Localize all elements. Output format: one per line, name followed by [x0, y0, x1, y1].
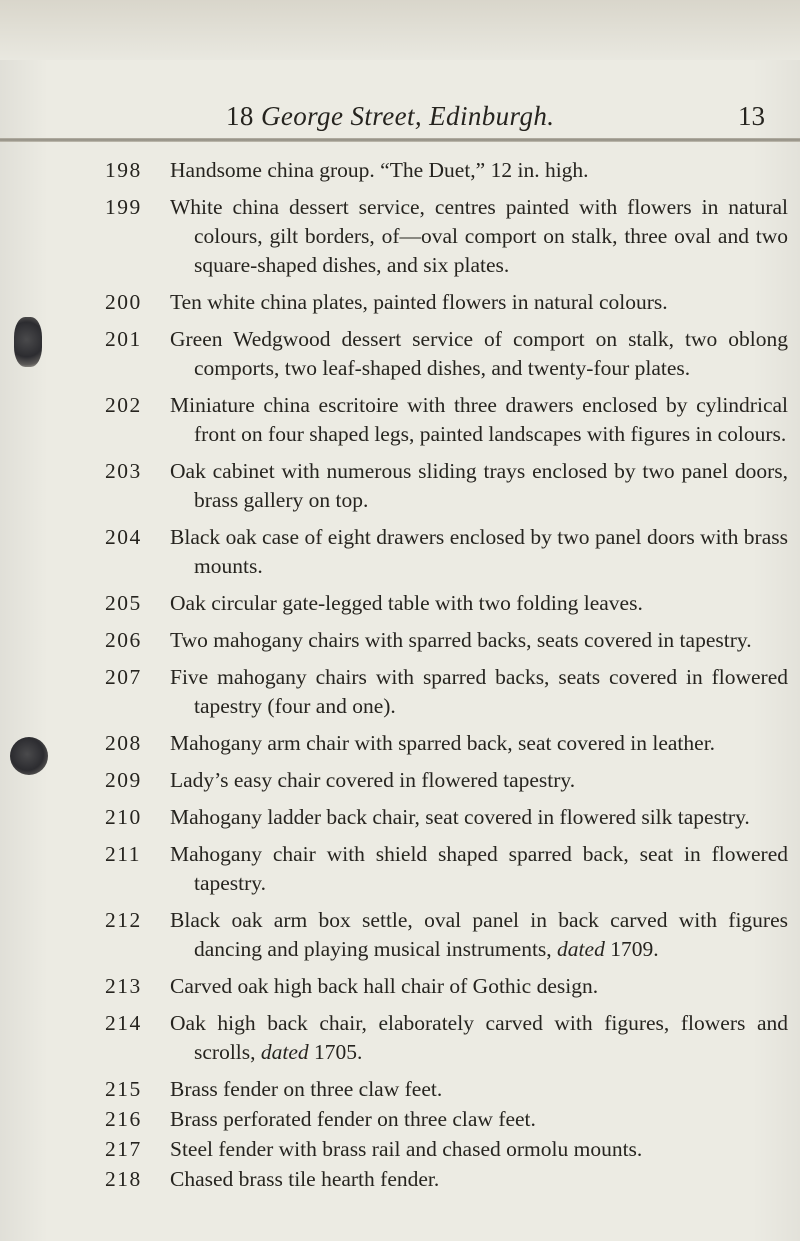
lot-number: 209: [105, 768, 142, 792]
lot-description: Green Wedgwood dessert service of comport on stalk, two oblong comports, two leaf-shaped dishes, and twenty-four plates.: [170, 327, 788, 380]
lot-description: Mahogany arm chair with sparred back, seat covered in leather.: [170, 731, 716, 755]
lot-entry: [0, 1075, 800, 1105]
lot-entry: [0, 906, 800, 972]
lot-number: 200: [105, 290, 142, 314]
lot-description-text: Black oak arm box settle, oval panel in back carved with figures dancing and playing musical instruments,: [170, 908, 788, 961]
lot-description-italic: dated: [260, 1040, 309, 1064]
lot-entry: [0, 325, 800, 391]
lot-number: 198: [105, 158, 142, 182]
lot-description: Ten white china plates, painted flowers in natural colours.: [170, 290, 668, 314]
lot-number: 208: [105, 731, 142, 755]
lot-description: [170, 1009, 788, 1067]
lot-number: 218: [105, 1167, 142, 1191]
lot-description: Mahogany chair with shield shaped sparred back, seat in flowered tapestry.: [170, 842, 788, 895]
lot-description: Carved oak high back hall chair of Gothic design.: [170, 974, 599, 998]
lot-entry: [0, 663, 800, 729]
lot-entry: [0, 1009, 800, 1075]
lot-number: 199: [105, 195, 142, 219]
lot-description: Black oak case of eight drawers enclosed by two panel doors with brass mounts.: [170, 525, 788, 578]
lot-entry: [0, 1135, 800, 1165]
lot-description: Five mahogany chairs with sparred backs, seats covered in flowered tapestry (four and one).: [170, 665, 788, 718]
lot-description: White china dessert service, centres painted with flowers in natural colours, gilt borders, of—oval comport on stalk, three oval and two square-shaped dishes, and six plates.: [170, 195, 788, 277]
lot-entry: [0, 1165, 800, 1195]
lot-description: [170, 906, 788, 964]
lot-entry: [0, 156, 800, 193]
running-title-number: 18: [226, 101, 254, 131]
lot-description: Miniature china escritoire with three drawers enclosed by cylindrical front on four shaped legs, painted landscapes with figures in colours.: [170, 393, 788, 446]
lot-entry: [0, 589, 800, 626]
lot-description: Brass perforated fender on three claw feet.: [170, 1107, 536, 1131]
lot-entry: [0, 523, 800, 589]
lot-number: 215: [105, 1077, 142, 1101]
lot-description: Handsome china group. “The Duet,” 12 in. high.: [170, 158, 589, 182]
lot-number: 202: [105, 393, 142, 417]
lot-description: Mahogany ladder back chair, seat covered in flowered silk tapestry.: [170, 805, 750, 829]
lot-number: 212: [105, 908, 142, 932]
lot-description: Chased brass tile hearth fender.: [170, 1167, 440, 1191]
lot-description: Lady’s easy chair covered in flowered tapestry.: [170, 768, 576, 792]
lot-number: 203: [105, 459, 142, 483]
lot-entry: [0, 840, 800, 906]
lot-description: Two mahogany chairs with sparred backs, seats covered in tapestry.: [170, 628, 752, 652]
lot-entry: [0, 766, 800, 803]
running-title-address: George Street, Edinburgh.: [253, 101, 555, 131]
lot-number: 206: [105, 628, 142, 652]
lot-entry: [0, 193, 800, 288]
lot-number: 210: [105, 805, 142, 829]
header-rule: [0, 138, 800, 142]
lot-number: 204: [105, 525, 142, 549]
lot-entry: [0, 729, 800, 766]
lot-number: 213: [105, 974, 142, 998]
lot-entry: [0, 803, 800, 840]
lot-entry: [0, 626, 800, 663]
lot-description: Oak cabinet with numerous sliding trays enclosed by two panel doors, brass gallery on top.: [170, 459, 788, 512]
lot-number: 216: [105, 1107, 142, 1131]
lot-description-text: Oak high back chair, elaborately carved with figures, flowers and scrolls,: [170, 1011, 788, 1064]
lot-description: Steel fender with brass rail and chased ormolu mounts.: [170, 1137, 643, 1161]
running-title: [226, 101, 554, 132]
lot-entry: [0, 288, 800, 325]
lot-entry: [0, 391, 800, 457]
lot-description-date: 1705.: [308, 1040, 363, 1064]
lot-description-date: 1709.: [604, 937, 659, 961]
lot-entry: [0, 1105, 800, 1135]
lot-description: Brass fender on three claw feet.: [170, 1077, 443, 1101]
page-number: 13: [738, 101, 765, 131]
page-header: [0, 101, 800, 141]
lot-number: 205: [105, 591, 142, 615]
page-top-edge: [0, 0, 800, 60]
lot-entry: [0, 457, 800, 523]
lot-number: 211: [105, 842, 141, 866]
lot-number: 214: [105, 1011, 142, 1035]
lot-entry: [0, 972, 800, 1009]
lot-number: 207: [105, 665, 142, 689]
lot-number: 217: [105, 1137, 142, 1161]
lot-number: 201: [105, 327, 142, 351]
lot-description: Oak circular gate-legged table with two folding leaves.: [170, 591, 643, 615]
lot-list: [0, 156, 800, 1195]
lot-description-italic: dated: [557, 937, 605, 961]
